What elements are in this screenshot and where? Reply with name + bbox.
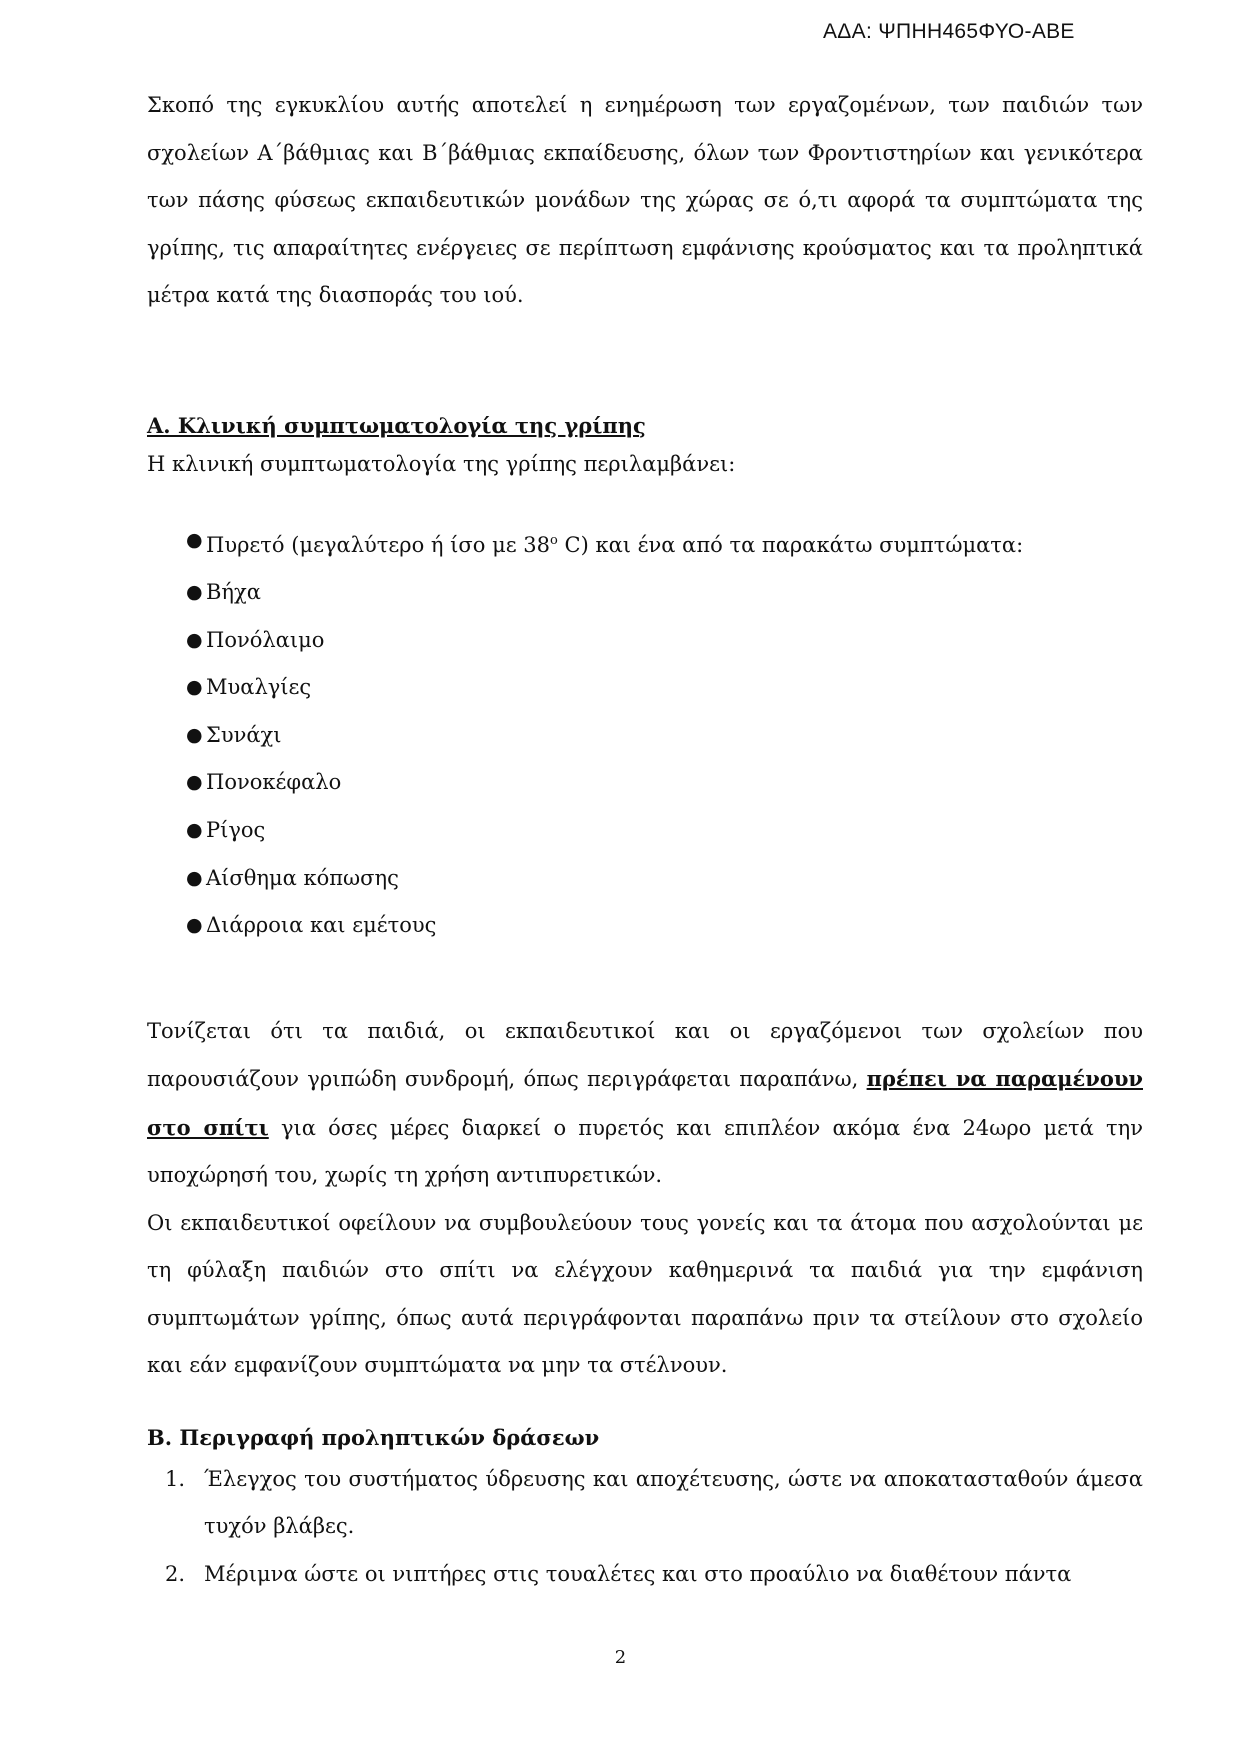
list-item: ● Συνάχι [186, 712, 1143, 760]
list-item: ● Μυαλγίες [186, 664, 1143, 712]
symptom-list [147, 517, 1143, 950]
list-item [186, 517, 1143, 570]
section-b-heading: Β. Περιγραφή προληπτικών δράσεων [147, 1424, 600, 1450]
list-item: 1. Έλεγχος του συστήματος ύδρευσης και αποχέτευσης, ώστε να αποκατασταθούν άμεσα τυχόν βλάβες. [165, 1466, 1143, 1539]
bullet-icon: ● [186, 866, 203, 889]
bullet-icon: ● [186, 581, 203, 604]
emphasis-paragraph: Τονίζεται ότι τα παιδιά, οι εκπαιδευτικοί και οι εργαζόμενοι των σχολείων που παρουσιάζουν γριπώδη συνδρομή, όπως περιγράφεται παραπάνω, πρέπει να παραμένουν στο σπίτι για όσες μέρες διαρκεί ο πυρετός και επιπλέον ακόμα ένα 24ωρο μετά την υποχώρησή του, χωρίς τη χρήση αντιπυρετικών. [147, 1018, 1143, 1188]
section-a-heading: Α. Κλινική συμπτωματολογία της γρίπης [147, 412, 646, 438]
bullet-icon: ● [186, 723, 203, 746]
bullet-icon: ● [186, 914, 203, 937]
list-item: ● Ρίγος [186, 807, 1143, 855]
parents-paragraph: Οι εκπαιδευτικοί οφείλουν να συμβουλεύουν τους γονείς και τα άτομα που ασχολούνται με τη φύλαξη παιδιών στο σπίτι να ελέγχουν καθημερινά τα παιδιά για την εμφάνιση συμπτωμάτων γρίπης, όπως αυτά περιγράφονται παραπάνω πριν τα στείλουν στο σχολείο και εάν εμφανίζουν συμπτώματα να μην τα στέλνουν. [147, 1210, 1143, 1378]
list-item: ● Πονόλαιμο [186, 617, 1143, 665]
page-number: 2 [614, 1647, 627, 1668]
document-body [147, 82, 1143, 1598]
ada-code: ΑΔΑ: ΨΠΗΗ465ΦΥΟ-ΑΒΕ [823, 20, 1075, 43]
list-item: ● Βήχα [186, 569, 1143, 617]
intro-paragraph: Σκοπό της εγκυκλίου αυτής αποτελεί η ενημέρωση των εργαζομένων, των παιδιών των σχολείων Α΄βάθμιας και Β΄βάθμιας εκπαίδευσης, όλων των Φροντιστηρίων και γενικότερα των πάσης φύσεως εκπαιδευτικών μονάδων της χώρας σε ό,τι αφορά τα συμπτώματα της γρίπης, τις απαραίτητες ενέργειες σε περίπτωση εμφάνισης κρούσματος και τα προληπτικά μέτρα κατά της διασποράς του ιού. [147, 93, 1143, 307]
bullet-icon: ● [186, 628, 203, 651]
list-item: ● Αίσθημα κόπωσης [186, 855, 1143, 903]
bullet-icon: ● [186, 676, 203, 699]
stay-home-emphasis: πρέπει να παραμένουν στο σπίτι [147, 1066, 1143, 1140]
actions-list [147, 1456, 1143, 1599]
list-item: 2. Μέριμνα ώστε οι νιπτήρες στις τουαλέτες και στο προαύλιο να διαθέτουν πάντα [165, 1561, 1072, 1586]
section-a-lead: Η κλινική συμπτωματολογία της γρίπης περιλαμβάνει: [147, 451, 736, 476]
list-item: ● Πονοκέφαλο [186, 759, 1143, 807]
bullet-icon: ● [186, 771, 203, 794]
bullet-icon: ● [186, 819, 203, 842]
symptom-fever: Πυρετό (μεγαλύτερο ή ίσο με $38^o$ C) και ένα από τα παρακάτω συμπτώματα: [206, 532, 1024, 557]
list-item: ● Διάρροια και εμέτους [186, 902, 1143, 950]
bullet-icon: ● [186, 528, 203, 551]
